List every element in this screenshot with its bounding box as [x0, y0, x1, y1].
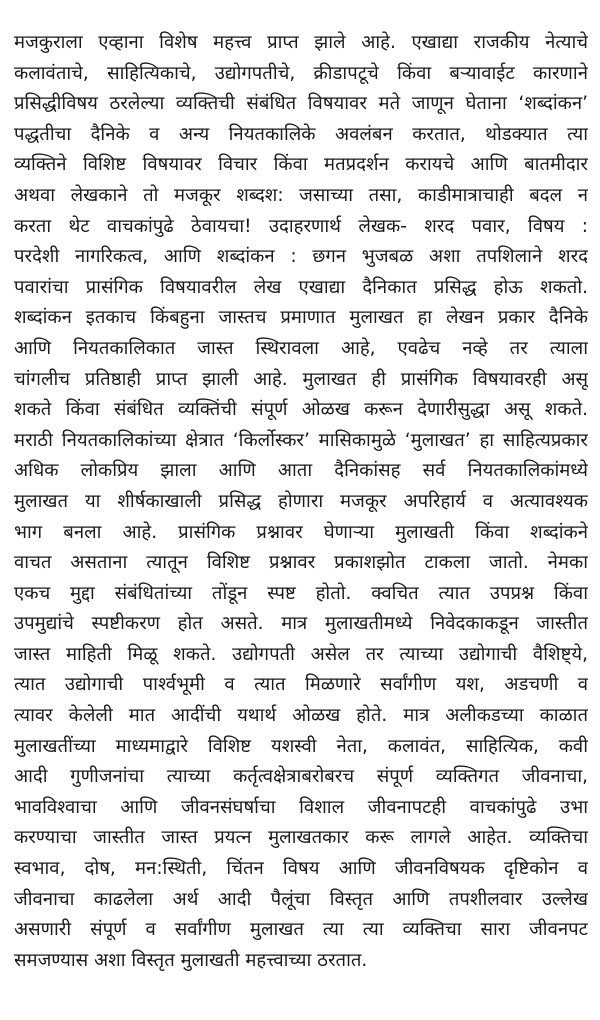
- text-line-15: अधिक लोकप्रिय झाला आणि आता दैनिकांसह सर्व नियतकालिकांमध्ये: [14, 460, 588, 482]
- text-line-5: व्यक्तिने विशिष्ट विषयावर विचार किंवा मतप्रदर्शन करायचे आणि बातमीदार: [14, 154, 588, 176]
- text-line-14: मराठी नियतकालिकांच्या क्षेत्रात ‘किर्लोस्कर’ मासिकामुळे ‘मुलाखत’ हा साहित्यप्रकार: [14, 429, 588, 451]
- text-line-24: मुलाखतींच्या माध्यमाद्वारे विशिष्ट यशस्वी नेता, कलावंत, साहित्यिक, कवी: [14, 735, 588, 757]
- text-line-12: चांगलीच प्रतिष्ठाही प्राप्त झाली आहे. मुलाखत ही प्रासंगिक विषयावरही असू: [14, 368, 588, 390]
- text-line-29: जीवनाचा काढलेला अर्थ आदी पैलूंचा विस्तृत आणि तपशीलवार उल्लेख: [14, 888, 588, 910]
- text-line-8: परदेशी नागरिकत्व, आणि शब्दांकन : छगन भुजबळ अशा तपशिलाने शरद: [14, 246, 588, 268]
- text-line-10: शब्दांकन इतकाच किंबहुना जास्तच प्रमाणात मुलाखत हा लेखन प्रकार दैनिके: [14, 307, 588, 329]
- body-text: [14, 28, 588, 976]
- text-line-26: भावविश्वाचा आणि जीवनसंघर्षाचा विशाल जीवनापटही वाचकांपुढे उभा: [14, 796, 588, 818]
- text-line-11: आणि नियतकालिकात जास्त स्थिरावला आहे, एवढेच नव्हे तर त्याला: [14, 337, 588, 359]
- text-line-6: अथवा लेखकाने तो मजकूर शब्दश: जसाच्या तसा, काडीमात्राचाही बदल न: [14, 184, 588, 206]
- text-line-28: स्वभाव, दोष, मन:स्थिती, चिंतन विषय आणि जीवनविषयक दृष्टिकोन व: [14, 858, 588, 880]
- text-line-23: त्यावर केलेली मात आदींची यथार्थ ओळख होते. मात्र अलीकडच्या काळात: [14, 705, 588, 727]
- text-line-4: पद्धतीचा दैनिके व अन्य नियतकालिके अवलंबन करतात, थोडक्यात त्या: [14, 123, 588, 145]
- text-line-25: आदी गुणीजनांचा त्याच्या कर्तृत्वक्षेत्राबरोबरच संपूर्ण व्यक्तिगत जीवनाचा,: [14, 766, 588, 788]
- text-line-1: मजकुराला एव्हाना विशेष महत्त्व प्राप्त झाले आहे. एखाद्या राजकीय नेत्याचे: [14, 32, 588, 53]
- text-line-17: भाग बनला आहे. प्रासंगिक प्रश्नावर घेणाऱ्या मुलाखती किंवा शब्दांकने: [14, 521, 588, 543]
- text-line-20: उपमुद्यांचे स्पष्टीकरण होत असते. मात्र मुलाखतीमध्ये निवेदकाकडून जास्तीत: [14, 613, 588, 635]
- text-line-9: पवारांचा प्रासंगिक विषयावरील लेख एखाद्या दैनिकात प्रसिद्ध होऊ शकतो.: [14, 276, 588, 298]
- text-line-19: एकच मुद्दा संबंधितांच्या तोंडून स्पष्ट होतो. क्वचित त्यात उपप्रश्न किंवा: [14, 582, 588, 604]
- text-line-16: मुलाखत या शीर्षकाखाली प्रसिद्ध होणारा मजकूर अपरिहार्य व अत्यावश्यक: [14, 490, 588, 512]
- text-line-22: त्यात उद्योगाची पार्श्वभूमी व त्यात मिळणारे सर्वांगीण यश, अडचणी व: [14, 674, 588, 696]
- text-line-7: करता थेट वाचकांपुढे ठेवायचा! उदाहरणार्थ लेखक- शरद पवार, विषय :: [14, 215, 588, 237]
- text-line-27: करण्याचा जास्तीत जास्त प्रयत्न मुलाखतकार करू लागले आहेत. व्यक्तिचा: [14, 827, 588, 849]
- text-line-2: कलावंताचे, साहित्यिकाचे, उद्योगपतीचे, क्रीडापटूचे किंवा बऱ्यावाईट कारणाने: [14, 62, 588, 84]
- text-line-21: जास्त माहिती मिळू शकते. उद्योगपती असेल तर त्याच्या उद्योगाची वैशिष्ट्ये,: [14, 643, 588, 665]
- text-line-3: प्रसिद्धीविषय ठरलेल्या व्यक्तिची संबंधित विषयावर मते जाणून घेताना ‘शब्दांकन’: [14, 93, 588, 115]
- text-line-30: असणारी संपूर्ण व सर्वांगीण मुलाखत त्या त्या व्यक्तिचा सारा जीवनपट: [14, 919, 588, 941]
- text-line-18: वाचत असताना त्यातून विशिष्ट प्रश्नावर प्रकाशझोत टाकला जातो. नेमका: [14, 552, 588, 574]
- text-line-31: समजण्यास अशा विस्तृत मुलाखती महत्त्वाच्या ठरतात.: [14, 949, 368, 971]
- text-line-13: शकते किंवा संबंधित व्यक्तिंची संपूर्ण ओळख करून देणारीसुद्धा असू शकते.: [14, 399, 588, 421]
